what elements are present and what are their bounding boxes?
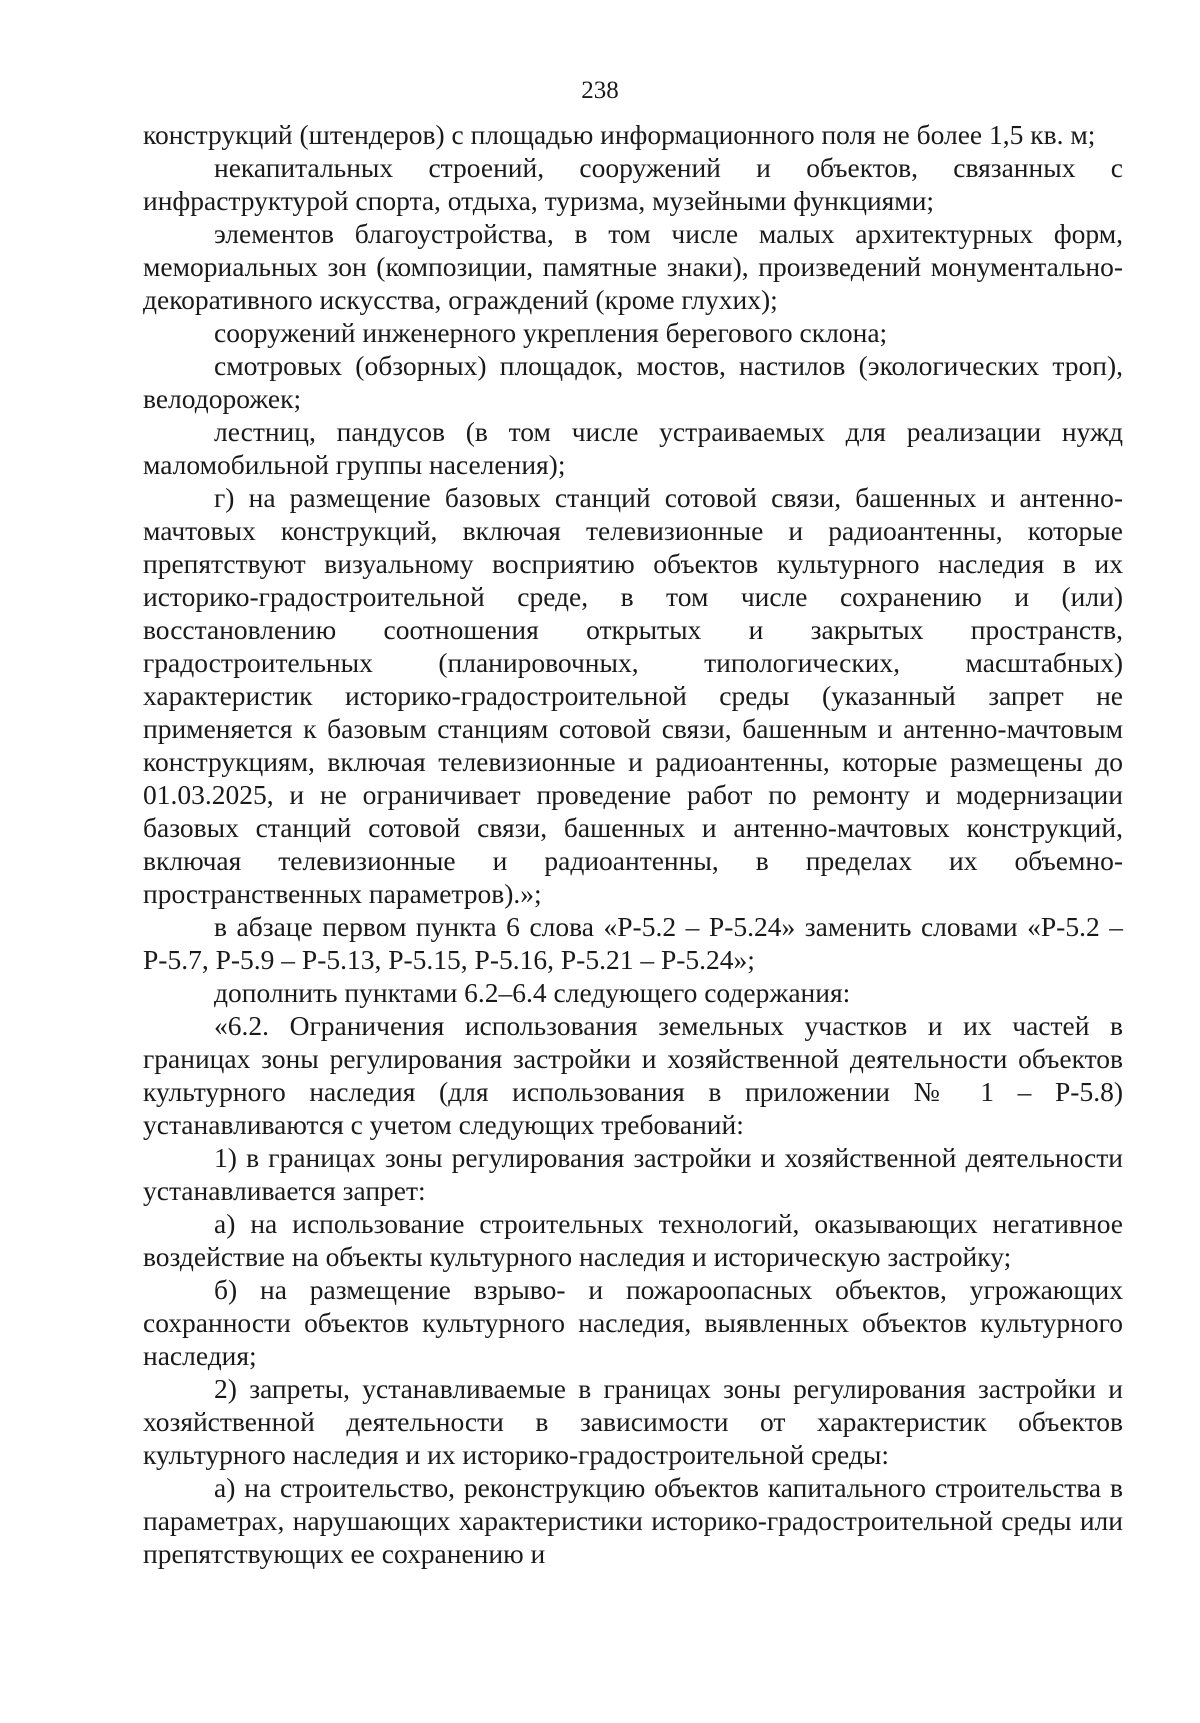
document-body <box>143 118 1123 1570</box>
paragraph: лестниц, пандусов (в том числе устраиваемых для реализации нужд маломобильной группы населения); <box>143 416 1123 480</box>
paragraph: в абзаце первом пункта 6 слова «Р-5.2 – Р-5.24» заменить словами «Р-5.2 – Р-5.7, Р-5.9 – Р-5.13, Р-5.15, Р-5.16, Р-5.21 – Р-5.24»; <box>143 911 1123 975</box>
paragraph: некапитальных строений, сооружений и объектов, связанных с инфраструктурой спорта, отдыха, туризма, музейными функциями; <box>143 152 1123 216</box>
paragraph: смотровых (обзорных) площадок, мостов, настилов (экологических троп), велодорожек; <box>143 350 1123 414</box>
paragraph: конструкций (штендеров) с площадью информационного поля не более 1,5 кв. м; <box>143 119 1096 150</box>
paragraph: 2) запреты, устанавливаемые в границах зоны регулирования застройки и хозяйственной деятельности в зависимости от характеристик объектов культурного наследия и их историко-градостроительной среды: <box>143 1373 1123 1470</box>
paragraph: дополнить пунктами 6.2–6.4 следующего содержания: <box>214 977 851 1008</box>
paragraph: сооружений инженерного укрепления берегового склона; <box>214 317 888 348</box>
page-number: 238 <box>581 77 619 104</box>
paragraph: г) на размещение базовых станций сотовой связи, башенных и антенно-мачтовых конструкций, включая телевизионные и радиоантенны, которые препятствуют визуальному восприятию объектов культурного наследия в их историко-градостроительной среде, в том числе сохранению и (или) восстановлению соотношения открытых и закрытых пространств, градостроительных (планировочных, типологических, масштабных) характеристик историко-градостроительной среды (указанный запрет не применяется к базовым станциям сотовой связи, башенным и антенно-мачтовым конструкциям, включая телевизионные и радиоантенны, которые размещены до 01.03.2025, и не ограничивает проведение работ по ремонту и модернизации базовых станций сотовой связи, башенных и антенно-мачтовых конструкций, включая телевизионные и радиоантенны, в пределах их объемно-пространственных параметров).»; <box>143 482 1123 909</box>
paragraph: элементов благоустройства, в том числе малых архитектурных форм, мемориальных зон (композиции, памятные знаки), произведений монументально-декоративного искусства, ограждений (кроме глухих); <box>143 218 1123 315</box>
paragraph: а) на строительство, реконструкцию объектов капитального строительства в параметрах, нарушающих характеристики историко-градостроительной среды или препятствующих ее сохранению и <box>143 1472 1123 1569</box>
paragraph: 1) в границах зоны регулирования застройки и хозяйственной деятельности устанавливается запрет: <box>143 1142 1123 1206</box>
paragraph: б) на размещение взрыво- и пожароопасных объектов, угрожающих сохранности объектов культурного наследия, выявленных объектов культурного наследия; <box>143 1274 1123 1371</box>
paragraph: а) на использование строительных технологий, оказывающих негативное воздействие на объекты культурного наследия и историческую застройку; <box>143 1208 1123 1272</box>
paragraph: «6.2. Ограничения использования земельных участков и их частей в границах зоны регулирования застройки и хозяйственной деятельности объектов культурного наследия (для использования в приложении № 1 – Р-5.8) устанавливаются с учетом следующих требований: <box>143 1010 1123 1140</box>
